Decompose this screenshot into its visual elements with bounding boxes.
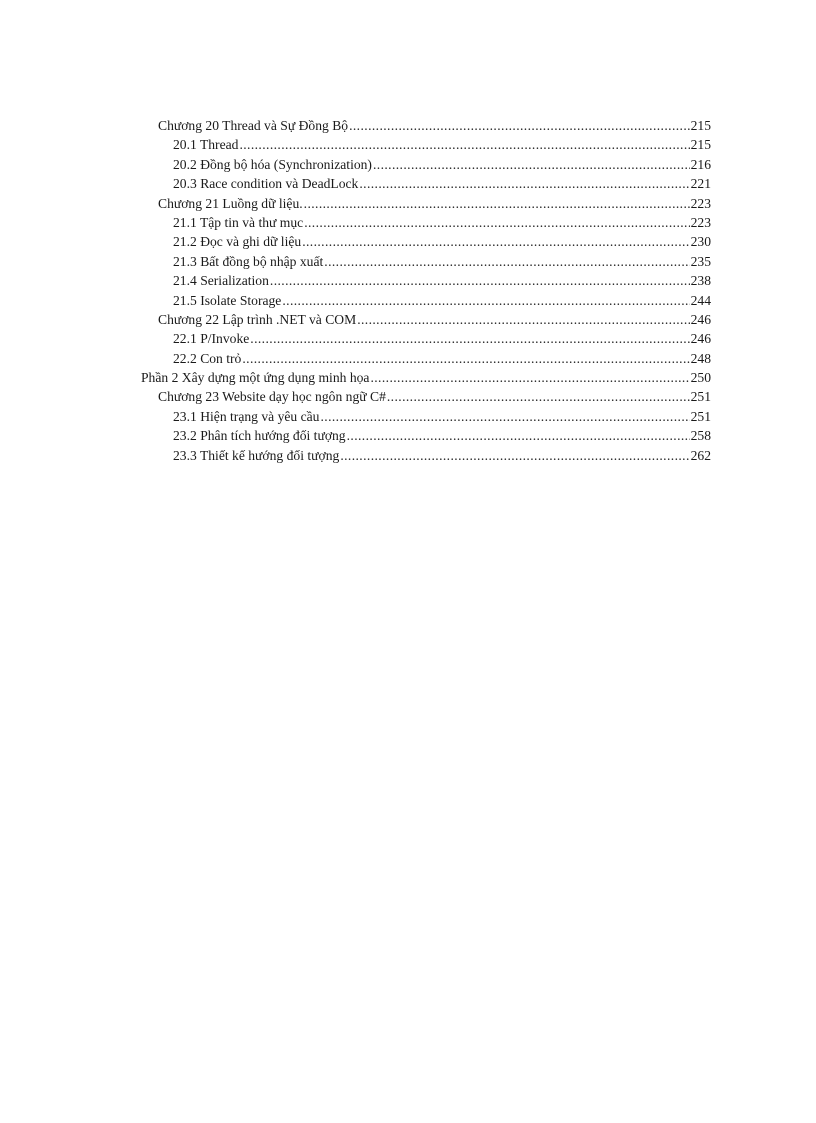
toc-entry-title: Phần 2 Xây dựng một ứng dụng minh họa: [141, 370, 370, 386]
toc-entry-page-number: 223: [690, 195, 711, 211]
toc-entry-title: 21.5 Isolate Storage: [173, 292, 282, 308]
toc-entry[interactable]: [141, 291, 711, 310]
toc-dot-leader: [304, 213, 689, 232]
toc-entry[interactable]: [141, 252, 711, 271]
toc-entry-title: 21.1 Tập tin và thư mục: [173, 214, 304, 230]
toc-entry[interactable]: [141, 174, 711, 193]
toc-entry[interactable]: [141, 349, 711, 368]
toc-entry-page-number: 238: [690, 273, 711, 289]
toc-dot-leader: [304, 194, 690, 213]
toc-entry-page-number: 215: [690, 137, 711, 153]
toc-dot-leader: [347, 426, 690, 445]
toc-entry-title: Chương 23 Website dạy học ngôn ngữ C#: [158, 389, 386, 405]
toc-entry[interactable]: [141, 310, 711, 329]
toc-entry-title: Chương 20 Thread và Sự Đồng Bộ: [158, 118, 349, 133]
toc-entry-title: Chương 22 Lập trình .NET và COM: [158, 311, 357, 327]
toc-entry-title: 21.3 Bất đồng bộ nhập xuất: [173, 253, 324, 269]
toc-entry[interactable]: [141, 387, 711, 406]
toc-entry[interactable]: [141, 368, 711, 387]
toc-entry-page-number: 258: [690, 428, 711, 444]
toc-dot-leader: [370, 368, 689, 387]
toc-entry-page-number: 246: [690, 331, 711, 347]
toc-dot-leader: [302, 232, 689, 251]
toc-entry[interactable]: [141, 194, 711, 213]
toc-entry-title: Chương 21 Luồng dữ liệu.: [158, 195, 303, 211]
toc-entry-title: 21.2 Đọc và ghi dữ liệu: [173, 234, 302, 250]
toc-dot-leader: [357, 310, 689, 329]
toc-entry-page-number: 221: [690, 176, 711, 192]
toc-entry[interactable]: [141, 155, 711, 174]
toc-dot-leader: [359, 174, 689, 193]
toc-entry[interactable]: [141, 232, 711, 251]
toc-entry-page-number: 251: [690, 408, 711, 424]
toc-dot-leader: [250, 329, 689, 348]
toc-entry-page-number: 246: [690, 311, 711, 327]
toc-entry[interactable]: [141, 213, 711, 232]
toc-dot-leader: [324, 252, 689, 271]
toc-entry-title: 20.3 Race condition và DeadLock: [173, 176, 359, 192]
toc-entry-title: 20.1 Thread: [173, 137, 239, 153]
toc-entry[interactable]: [141, 329, 711, 348]
toc-entry-page-number: 248: [690, 350, 711, 366]
toc-dot-leader: [387, 387, 690, 406]
toc-entry-page-number: 251: [690, 389, 711, 405]
toc-entry-title: 20.2 Đồng bộ hóa (Synchronization): [173, 156, 372, 172]
toc-entry-page-number: 230: [690, 234, 711, 250]
toc-entry-title: 22.2 Con trỏ: [173, 350, 242, 366]
toc-entry-title: 21.4 Serialization: [173, 273, 269, 289]
toc-dot-leader: [373, 155, 690, 174]
toc-dot-leader: [282, 291, 689, 310]
toc-entry-page-number: 215: [690, 118, 711, 133]
toc-dot-leader: [270, 271, 690, 290]
toc-dot-leader: [349, 116, 690, 135]
toc-entry-title: 23.1 Hiện trạng và yêu cầu: [173, 408, 320, 424]
toc-entry-page-number: 250: [690, 370, 711, 386]
toc-entry-title: 23.2 Phân tích hướng đối tượng: [173, 428, 346, 444]
table-of-contents: [141, 116, 711, 465]
toc-entry-title: 22.1 P/Invoke: [173, 331, 250, 347]
toc-entry[interactable]: [141, 271, 711, 290]
toc-entry[interactable]: [141, 407, 711, 426]
toc-entry-page-number: 262: [690, 447, 711, 463]
toc-dot-leader: [239, 135, 689, 154]
toc-entry-page-number: 223: [690, 214, 711, 230]
toc-entry[interactable]: [141, 135, 711, 154]
toc-entry-page-number: 216: [690, 156, 711, 172]
toc-entry[interactable]: [141, 116, 711, 135]
toc-dot-leader: [340, 446, 689, 465]
toc-entry-page-number: 244: [690, 292, 711, 308]
toc-entry-page-number: 235: [690, 253, 711, 269]
toc-entry[interactable]: [141, 426, 711, 445]
toc-entry-title: 23.3 Thiết kế hướng đối tượng: [173, 447, 340, 463]
toc-entry[interactable]: [141, 446, 711, 465]
toc-dot-leader: [320, 407, 689, 426]
toc-dot-leader: [242, 349, 689, 368]
